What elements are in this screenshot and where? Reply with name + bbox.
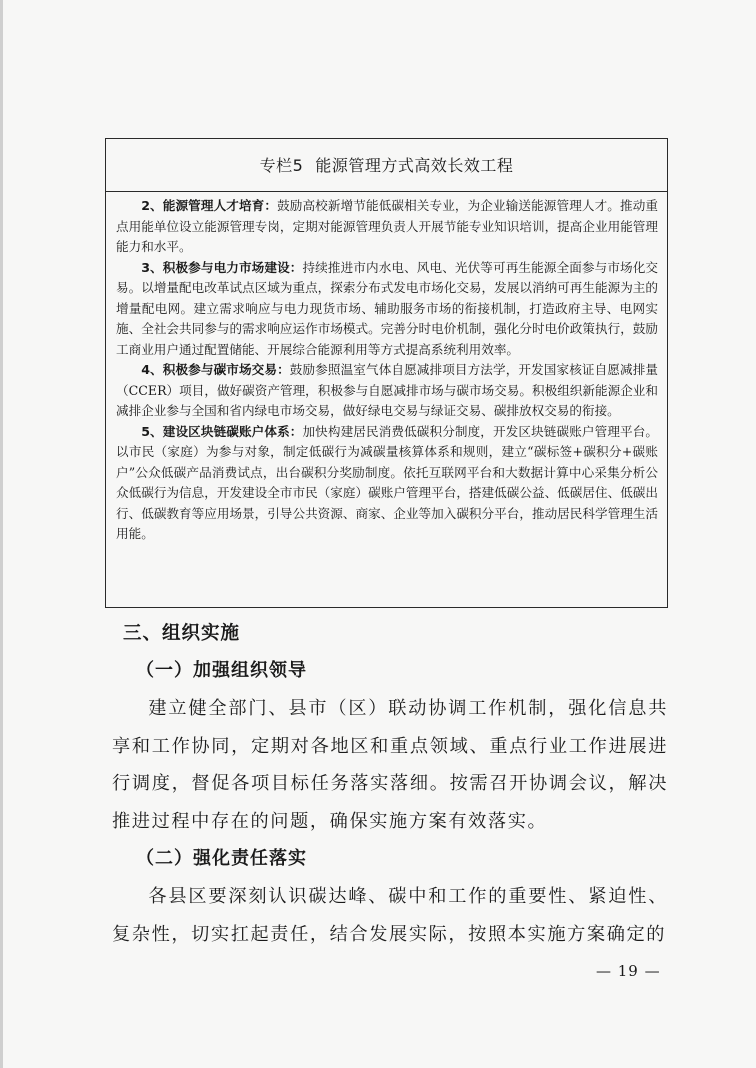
column-title: 能源管理方式高效长效工程 [315,156,514,175]
column-item-text: 鼓励高校新增节能低碳相关专业，为企业输送能源管理人才。推动重点用能单位设立能源管理专岗，定期对能源管理负责人开展节能专业知识培训，提高企业用能管理能力和水平。 [116,198,659,254]
paragraph-1: 建立健全部门、县市（区）联动协调工作机制，强化信息共享和工作协同，定期对各地区和重点领域、重点行业工作进展进行调度，督促各项目标任务落实落细。按需召开协调会议，解决推进过程中存在的问题，确保实施方案有效落实。 [112,698,668,832]
column-label: 专栏5 [259,156,304,175]
subsection-heading-2: （二）强化责任落实 [136,848,307,869]
section-heading: 三、组织实施 [123,623,241,644]
column-item [116,258,658,361]
page-edge [0,0,3,1068]
column-item-heading: 5、建设区块链碳账户体系： [141,423,303,439]
column-item [116,422,658,545]
column-item-text: 加快构建居民消费低碳积分制度，开发区块链碳账户管理平台。以市民（家庭）为参与对象，制定低碳行为减碳量核算体系和规则，建立“碳标签+碳积分+碳账户”公众低碳产品消费试点，出台碳积分奖励制度。依托互联网平台和大数据计算中心采集分析公众低碳行为信息，开发建设全市市民（家庭）碳账户管理平台，搭建低碳公益、低碳居住、低碳出行、低碳教育等应用场景，引导公共资源、商家、企业等加入碳积分平台，推动居民科学管理生活用能。 [116,423,659,541]
column-item [116,196,658,258]
column-item-text: 鼓励参照温室气体自愿减排项目方法学，开发国家核证自愿减排量（CCER）项目，做好碳资产管理，积极参与自愿减排市场与碳市场交易。积极组织新能源企业和减排企业参与全国和省内绿电市场交易，做好绿电交易与绿证交易、碳排放权交易的衔接。 [116,362,659,418]
column-item-heading: 3、积极参与电力市场建设： [141,259,303,275]
main-text [112,616,668,953]
subsection-heading-1: （一）加强组织领导 [136,660,307,681]
page-number: — 19 — [596,962,661,980]
column-item-heading: 2、能源管理人才培育： [141,198,278,213]
column-box-title [106,139,667,192]
column-item-text: 持续推进市内水电、风电、光伏等可再生能源全面参与市场化交易。以增量配电改革试点区域为重点，探索分布式发电市场化交易，发展以消纳可再生能源为主的增量配电网。建立需求响应与电力现货市场、辅助服务市场的衔接机制，打造政府主导、电网实施、全社会共同参与的需求响应运作市场模式。完善分时电价机制，强化分时电价政策执行，鼓励工商业用户通过配置储能、开展综合能源利用等方式提高系统利用效率。 [116,259,659,357]
paragraph-2: 各县区要深刻认识碳达峰、碳中和工作的重要性、紧迫性、复杂性，切实扛起责任，结合发展实际，按照本实施方案确定的 [112,886,668,945]
column-item-heading: 4、积极参与碳市场交易： [141,362,290,377]
column-box-body [106,192,667,545]
column-box [105,138,668,608]
column-item [116,360,658,422]
